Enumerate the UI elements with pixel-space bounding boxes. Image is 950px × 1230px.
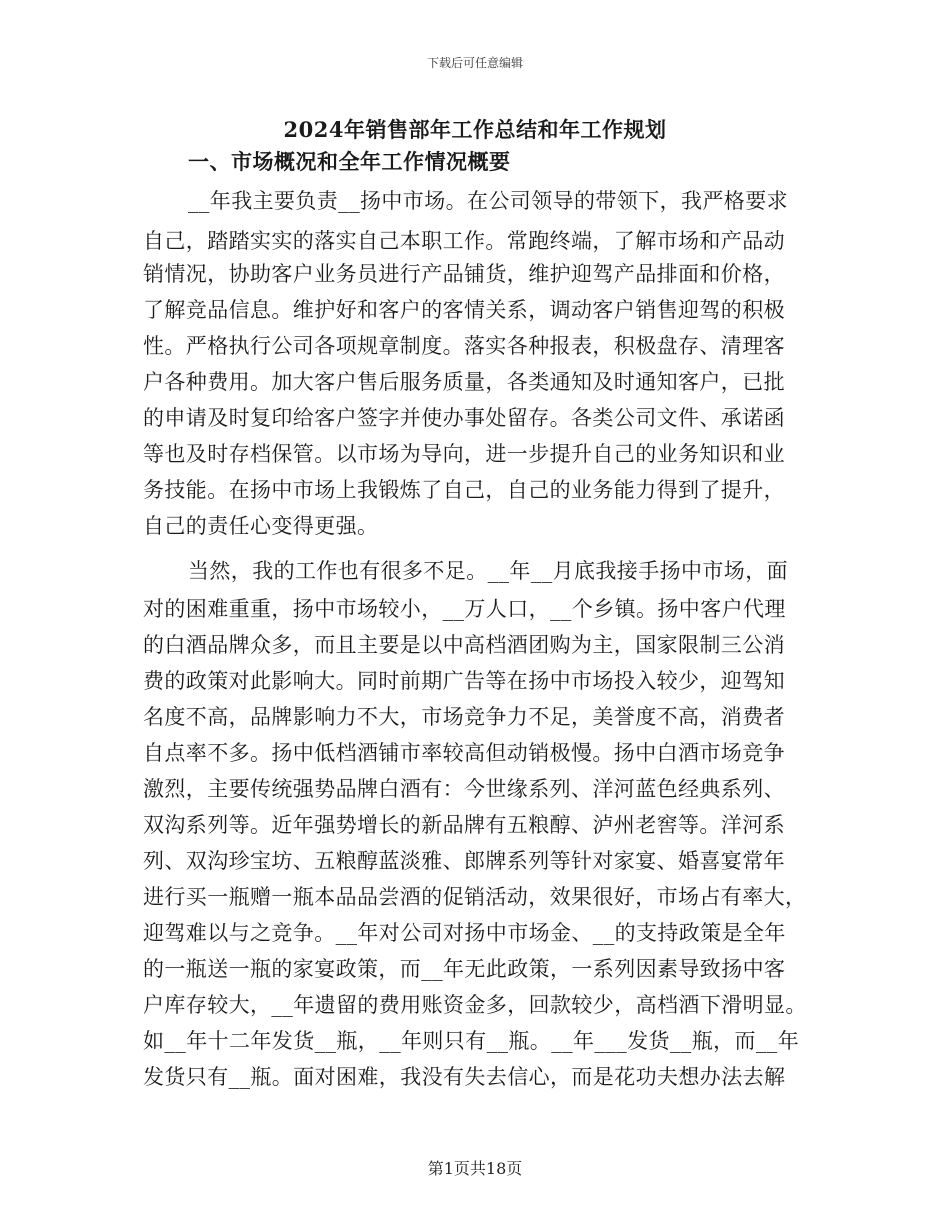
- header-note: 下载后可任意编辑: [426, 56, 523, 70]
- body-line: 销情况，协助客户业务员进行产品铺货，维护迎驾产品排面和价格，: [143, 262, 785, 286]
- body-line: 如__年十二年发货__瓶，__年则只有__瓶。__年___发货__瓶，而__年: [143, 1029, 800, 1053]
- body-line: 了解竞品信息。维护好和客户的客情关系，调动客户销售迎驾的积极: [143, 298, 785, 322]
- body-line: 自己的责任心变得更强。: [143, 514, 379, 538]
- body-line: 自点率不多。扬中低档酒铺市率较高但动销极慢。扬中白酒市场竞争: [143, 741, 785, 765]
- body-line: 迎驾难以与之竞争。__年对公司对扬中市场金、__的支持政策是全年: [143, 921, 786, 945]
- section-heading: 一、市场概况和全年工作情况概要: [188, 149, 511, 174]
- body-line: 性。严格执行公司各项规章制度。落实各种报表，积极盘存、清理客: [143, 334, 785, 358]
- body-line: 费的政策对此影响大。同时前期广告等在扬中市场投入较少，迎驾知: [143, 669, 785, 693]
- body-line: 等也及时存档保管。以市场为导向，进一步提升自己的业务知识和业: [143, 442, 785, 466]
- body-line: 的白酒品牌众多，而且主要是以中高档酒团购为主，国家限制三公消: [143, 633, 785, 657]
- body-line: __年我主要负责__扬中市场。在公司领导的带领下，我严格要求: [188, 189, 788, 213]
- body-line: 双沟系列等。近年强势增长的新品牌有五粮醇、泸州老窖等。洋河系: [143, 813, 785, 837]
- body-line: 的一瓶送一瓶的家宴政策，而__年无此政策，一系列因素导致扬中客: [143, 957, 786, 981]
- body-line: 户库存较大，__年遗留的费用账资金多，回款较少，高档酒下滑明显。: [143, 993, 807, 1017]
- document-title: 2024年销售部年工作总结和年工作规划: [283, 117, 667, 142]
- body-line: 户各种费用。加大客户售后服务质量，各类通知及时通知客户，已批: [143, 370, 785, 394]
- body-line: 对的困难重重，扬中市场较小，__万人口，__个乡镇。扬中客户代理: [143, 597, 786, 621]
- body-line: 务技能。在扬中市场上我锻炼了自己，自己的业务能力得到了提升，: [143, 478, 785, 502]
- body-line: 发货只有__瓶。面对困难，我没有失去信心，而是花功夫想办法去解: [143, 1065, 786, 1089]
- body-line: 进行买一瓶赠一瓶本品品尝酒的促销活动，效果很好，市场占有率大，: [143, 885, 807, 909]
- page-footer: 第1页共18页: [427, 1159, 523, 1178]
- body-line: 激烈，主要传统强势品牌白酒有：今世缘系列、洋河蓝色经典系列、: [143, 777, 785, 801]
- body-line: 列、双沟珍宝坊、五粮醇蓝淡雅、郎牌系列等针对家宴、婚喜宴常年: [143, 849, 785, 873]
- body-line: 名度不高，品牌影响力不大，市场竞争力不足，美誉度不高，消费者: [143, 705, 785, 729]
- body-line: 当然，我的工作也有很多不足。__年__月底我接手扬中市场，面: [188, 559, 788, 583]
- body-line: 的申请及时复印给客户签字并使办事处留存。各类公司文件、承诺函: [143, 406, 785, 430]
- body-line: 自己，踏踏实实的落实自己本职工作。常跑终端，了解市场和产品动: [143, 229, 785, 253]
